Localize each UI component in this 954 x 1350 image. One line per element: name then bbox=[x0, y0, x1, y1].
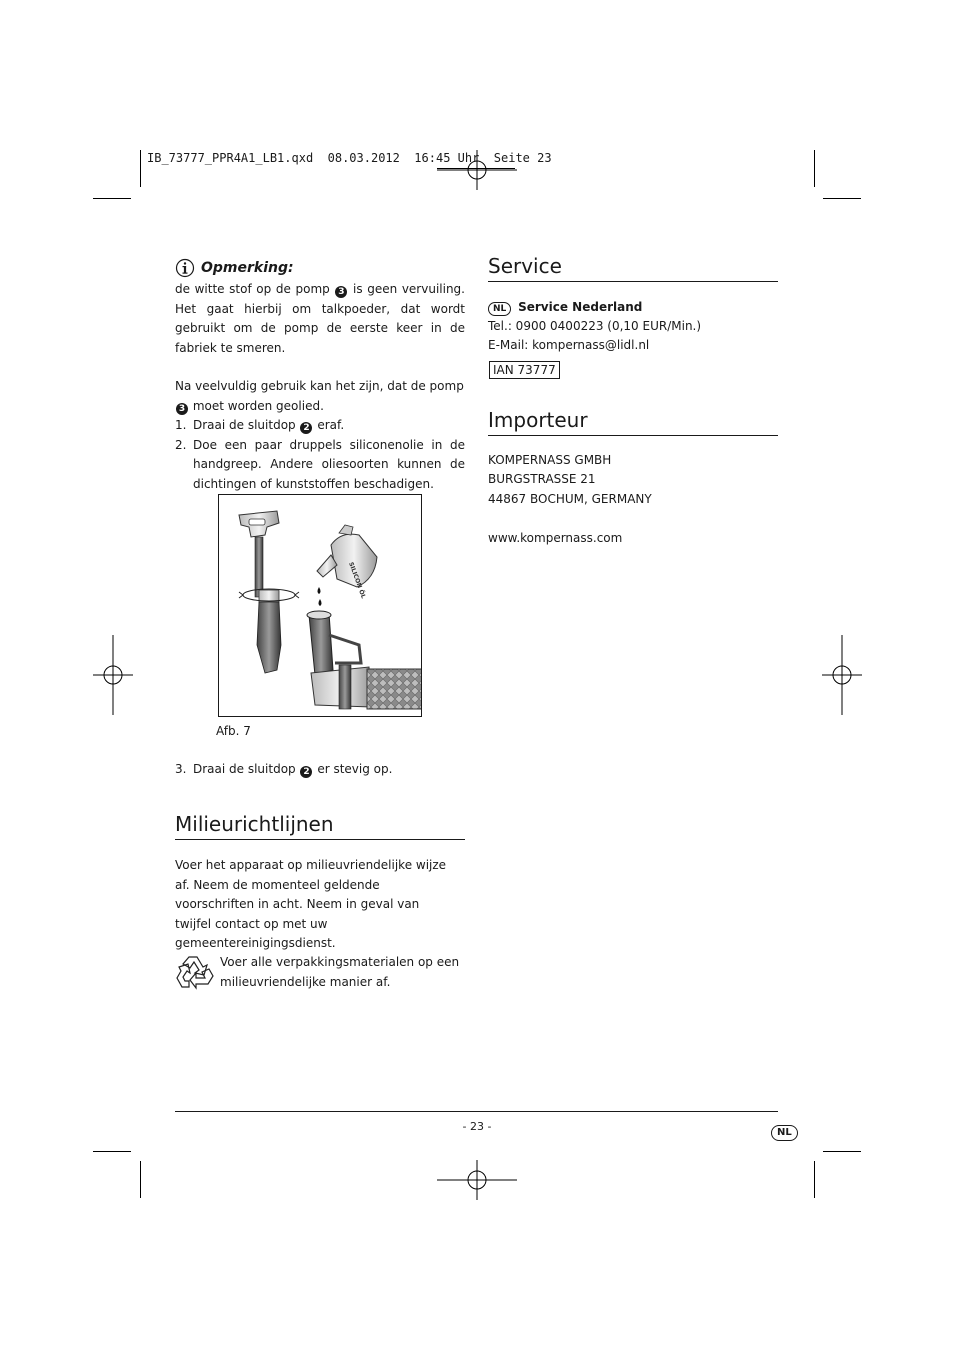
step-1: 1. Draai de sluitdop 2 eraf. bbox=[175, 418, 345, 433]
service-tel: Tel.: 0900 0400223 (0,10 EUR/Min.) bbox=[488, 319, 702, 333]
importeur-heading: Importeur bbox=[488, 408, 588, 432]
importeur-website: www.kompernass.com bbox=[488, 531, 623, 545]
print-slug: IB_73777_PPR4A1_LB1.qxd 08.03.2012 16:45 Uhr Seite 23 bbox=[147, 151, 552, 165]
ref-number: 2 bbox=[300, 422, 312, 434]
service-email: E-Mail: kompernass@lidl.nl bbox=[488, 338, 650, 352]
can-label: SILICON ÖL bbox=[347, 561, 367, 600]
milieu-heading: Milieurichtlijnen bbox=[175, 812, 334, 836]
recycle-icon bbox=[175, 953, 215, 991]
info-icon bbox=[175, 258, 195, 278]
registration-mark-right bbox=[822, 635, 862, 715]
service-name-row bbox=[488, 298, 642, 318]
figure-7 bbox=[218, 494, 422, 717]
step-2: 2. Doe een paar druppels siliconenolie in de handgreep. Andere oliesoorten kunnen de dichtingen of kunststoffen beschadigen. bbox=[175, 437, 465, 491]
note-paragraph-1: de witte stof op de pomp 3 is geen vervuiling. Het gaat hierbij om talkpoeder, dat wordt gebruikt om de pomp de eerste keer in de fabriek te smeren. bbox=[175, 282, 465, 355]
ian-box: IAN 73777 bbox=[489, 361, 560, 379]
pump-oiling-illustration bbox=[219, 495, 421, 716]
registration-mark-left bbox=[93, 635, 133, 715]
note-paragraph-2: Na veelvuldig gebruik kan het zijn, dat de pomp 3 moet worden geolied. bbox=[175, 379, 464, 414]
importeur-line-1: KOMPERNASS GMBH bbox=[488, 453, 612, 467]
footer-badge: NL bbox=[771, 1120, 798, 1141]
figure-caption: Afb. 7 bbox=[216, 724, 251, 738]
ref-number: 3 bbox=[176, 403, 188, 415]
registration-mark-bottom bbox=[437, 1160, 517, 1200]
note-title: Opmerking: bbox=[201, 260, 294, 276]
recycle-text: Voer alle verpakkingsmaterialen op een milieuvriendelijke manier af. bbox=[220, 955, 460, 989]
steps-list bbox=[175, 416, 465, 494]
left-column bbox=[175, 256, 465, 494]
country-badge: NL bbox=[488, 302, 511, 316]
service-heading: Service bbox=[488, 254, 562, 278]
importeur-line-2: BURGSTRASSE 21 bbox=[488, 472, 596, 486]
importeur-line-3: 44867 BOCHUM, GERMANY bbox=[488, 492, 652, 506]
service-name: Service Nederland bbox=[518, 300, 643, 314]
ref-number: 3 bbox=[335, 286, 347, 298]
step-3: 3. Draai de sluitdop 2 er stevig op. bbox=[175, 762, 393, 777]
note-heading bbox=[175, 256, 465, 280]
page-number: - 23 - bbox=[462, 1120, 492, 1133]
milieu-paragraph: Voer het apparaat op milieuvriendelijke wijze af. Neem de momenteel geldende voorschriften in acht. Neem in geval van twijfel contact op met uw gemeentereinigingsdienst. bbox=[175, 858, 447, 950]
ref-number: 2 bbox=[300, 766, 312, 778]
